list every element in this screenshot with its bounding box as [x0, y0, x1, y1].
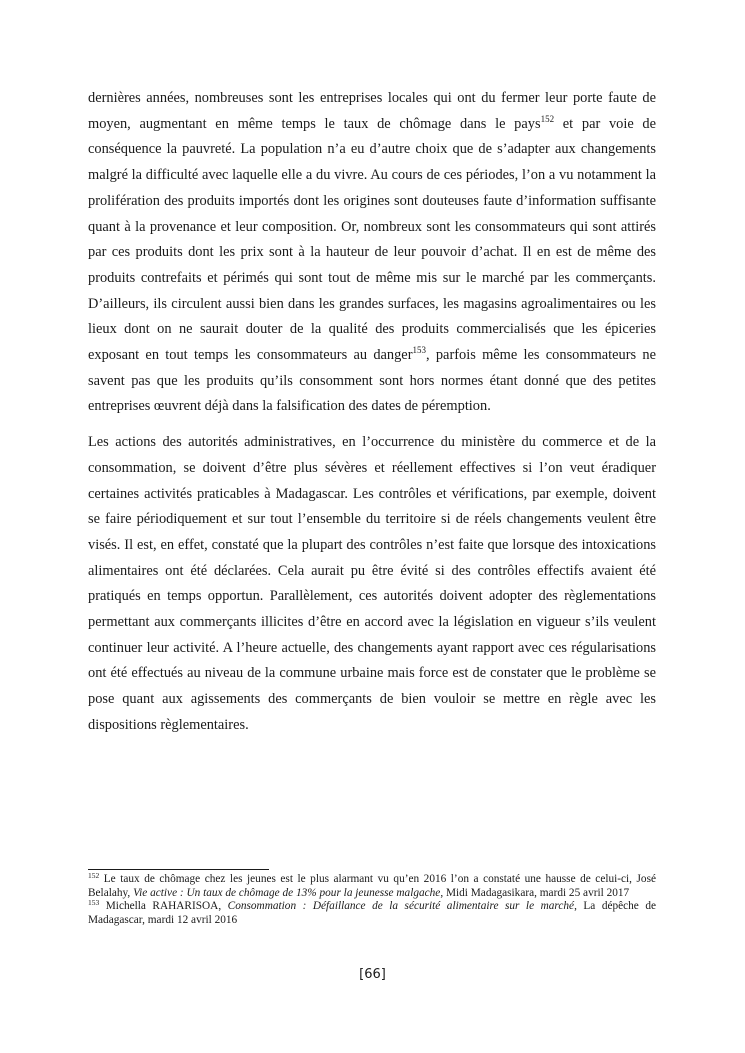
paragraph-text: et par voie de conséquence la pauvreté. La population n’a eu d’autre choix que de s’adapter aux changements malgré la difficulté avec laquelle elle a du vivre. Au cours de ces périodes, l’on a vu notamment la prolifération des produits importés dont les origines sont douteuses faute d’information suffisante quant à la provenance et leur composition. Or, nombreux sont les consommateurs qui sont attirés par ces produits dont les prix sont à la hauteur de leur pouvoir d’achat. Il en est de même des produits contrefaits et périmés qui sont tout de même mis sur le marché par les commerçants. D’ailleurs, ils circulent aussi bien dans les grandes surfaces, les magasins agroalimentaires ou les lieux dont on ne saurait douter de la qualité des produits commercialisés que les épiceries exposant en tout temps les consommateurs au danger	[88, 115, 657, 364]
footnote-number: 152	[88, 871, 100, 880]
footnote-source: , La dépêche de Madagascar, mardi 12 avril 2016	[88, 900, 656, 926]
footnote-number: 153	[88, 898, 100, 908]
footnote-ref-152[interactable]: 152	[540, 113, 555, 124]
paragraph-text: dernières années, nombreuses sont les entreprises locales qui ont du fermer leur porte faute de moyen, augmentant en même temps le taux de chômage dans le pays	[88, 90, 656, 132]
footnote-title: Vie active : Un taux de chômage de 13% pour la jeunesse malgache	[133, 886, 441, 899]
paragraph-text: , parfois même les consommateurs ne savent pas que les produits qu’ils consomment sont hors normes étant donné que des petites entreprises œuvrent déjà dans la falsification des dates de péremption.	[88, 347, 656, 415]
paragraph-2	[88, 430, 656, 738]
body-text	[88, 86, 656, 739]
footnote-text: Michella RAHARISOA,	[99, 900, 228, 913]
footnote-153	[88, 900, 656, 927]
footnotes	[88, 873, 656, 927]
page-number: [66]	[359, 967, 386, 982]
footnote-ref-153[interactable]: 153	[412, 345, 426, 356]
footnote-source: , Midi Madagasikara, mardi 25 avril 2017	[440, 886, 630, 899]
footnote-text: Le taux de chômage chez les jeunes est le plus alarmant vu qu’en 2016 l’on a constaté une hausse de celui-ci, José Belalahy,	[88, 873, 656, 899]
paragraph-1	[88, 86, 656, 420]
footnote-title: Consommation : Défaillance de la sécurité alimentaire sur le marché	[227, 900, 575, 913]
footnote-separator	[88, 869, 269, 870]
paragraph-text: Les actions des autorités administratives, en l’occurrence du ministère du commerce et de la consommation, se doivent d’être plus sévères et réellement effectives si l’on veut éradiquer certaines activités praticables à Madagascar. Les contrôles et vérifications, par exemple, doivent se faire périodiquement et sur tout l’ensemble du territoire si de réels changements veulent être visés. Il est, en effet, constaté que la plupart des contrôles n’est faite que lorsque des intoxications alimentaires ont été déclarées. Cela aurait pu être évité si des contrôles effectifs avaient été pratiqués en temps opportun. Parallèlement, ces autorités doivent adopter des règlementations permettant aux commerçants illicites d’être en accord avec la législation en vigueur s’ils veulent continuer leur activité. A l’heure actuelle, des changements ayant rapport avec ces régularisations ont été effectués au niveau de la commune urbaine mais force est de constater que le problème se pose quant aux agissements des commerçants de bien vouloir se mettre en règle avec les dispositions règlementaires.	[88, 434, 656, 733]
footnote-152	[88, 873, 656, 900]
